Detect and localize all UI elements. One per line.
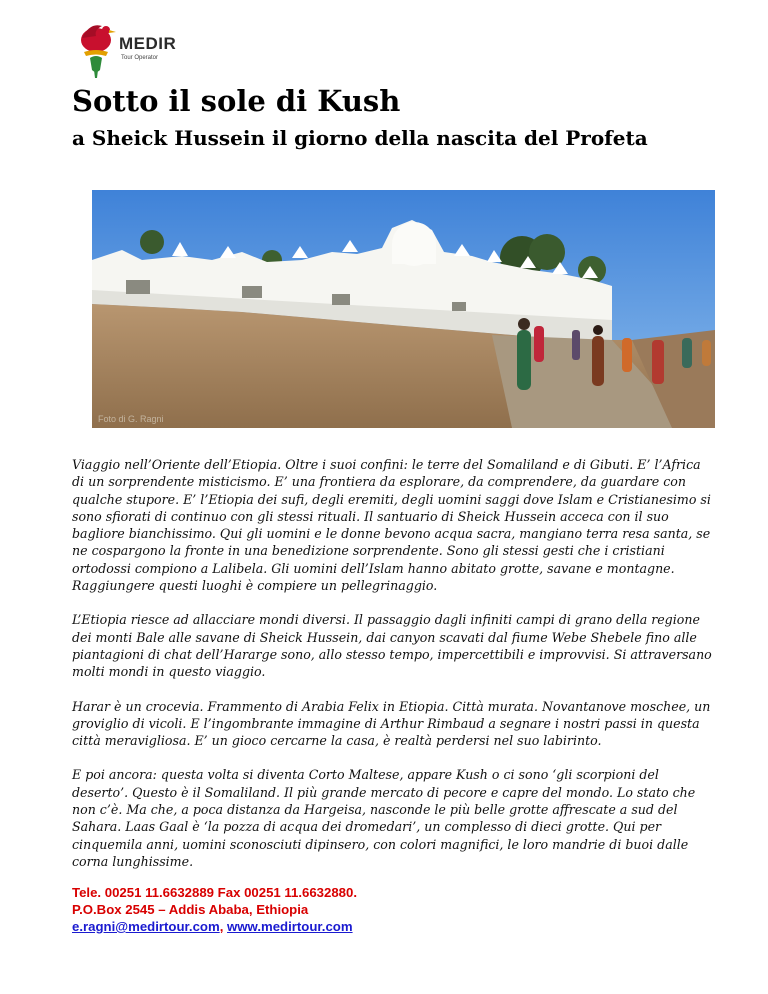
photo-watermark: Foto di G. Ragni: [98, 414, 164, 424]
address-line: P.O.Box 2545 – Addis Ababa, Ethiopia: [72, 902, 309, 917]
phone-fax-line: Tele. 00251 11.6632889 Fax 00251 11.6632880.: [72, 885, 358, 900]
paragraph-2: L’Etiopia riesce ad allacciare mondi diversi. Il passaggio dagli infiniti campi di grano della regione dei monti Bale alle savane di Sheick Hussein, dai canyon scavati dal fiume Webe Shebele fino alle piantagioni di chat dell’Hararge sono, allo stesso tempo, impercettibili e improvvisi. Si attraversano molti mondi in questo viaggio.: [72, 612, 712, 680]
contact-block: [72, 884, 357, 935]
paragraph-1: Viaggio nell’Oriente dell’Etiopia. Oltre i suoi confini: le terre del Somaliland e di Gibuti. E’ l’Africa di un sorprendente misticismo. E’ una frontiera da esplorare, da comprendere, da guardare con qualche stupore. E’ l’Etiopia dei sufi, degli eremiti, degli uomini saggi dove Islam e Cristianesimo si sono sfiorati di continuo con gli stessi rituali. Il santuario di Sheick Hussein acceca con il suo bagliore bianchissimo. Qui gli uomini e le donne bevono acqua sacra, mangiano terra resa santa, se ne cospargono la fronte in una benedizione sorprendente. Sono gli stessi gesti che i cristiani ortodossi compiono a Lalibela. Gli uomini dell’Islam hanno abitato grotte, savane e montagne. Raggiungere questi luoghi è compiere un pellegrinaggio.: [72, 457, 711, 594]
page-subtitle: a Sheick Hussein il giorno della nascita del Profeta: [72, 126, 648, 150]
shrine-photo: [92, 190, 715, 428]
contact-separator: ,: [219, 919, 228, 934]
web-line: [72, 918, 357, 935]
article-body: [72, 456, 712, 887]
website-link[interactable]: www.medirtour.com: [227, 919, 353, 934]
logo-tagline: Tour Operator: [121, 55, 159, 61]
bird-emblem-icon: [72, 18, 120, 80]
email-link[interactable]: e.ragni@medirtour.com: [72, 919, 220, 934]
logo-text: MEDIR: [119, 34, 177, 53]
medir-logo: [72, 18, 182, 80]
page-title: Sotto il sole di Kush: [72, 84, 401, 118]
paragraph-4: E poi ancora: questa volta si diventa Corto Maltese, appare Kush o ci sono ‘gli scorpioni del deserto’. Questo è il Somaliland. Il più grande mercato di pecore e capre del mondo. Lo stato che non c’è. Ma che, a poca distanza da Hargeisa, nasconde le più belle grotte affrescate a sud del Sahara. Laas Gaal è ‘la pozza di acqua dei dromedari’, un complesso di dieci grotte. Qui per cinquemila anni, uomini sconosciuti dipinsero, con colori magnifici, le loro mandrie di buoi dalle corna lunghissime.: [72, 767, 696, 869]
paragraph-3: Harar è un crocevia. Frammento di Arabia Felix in Etiopia. Città murata. Novantanove moschee, un groviglio di vicoli. E l’ingombrante immagine di Arthur Rimbaud a segnare i nostri passi in questa città meravigliosa. E’ un gioco cercarne la casa, è realtà perdersi nel suo labirinto.: [72, 698, 711, 749]
